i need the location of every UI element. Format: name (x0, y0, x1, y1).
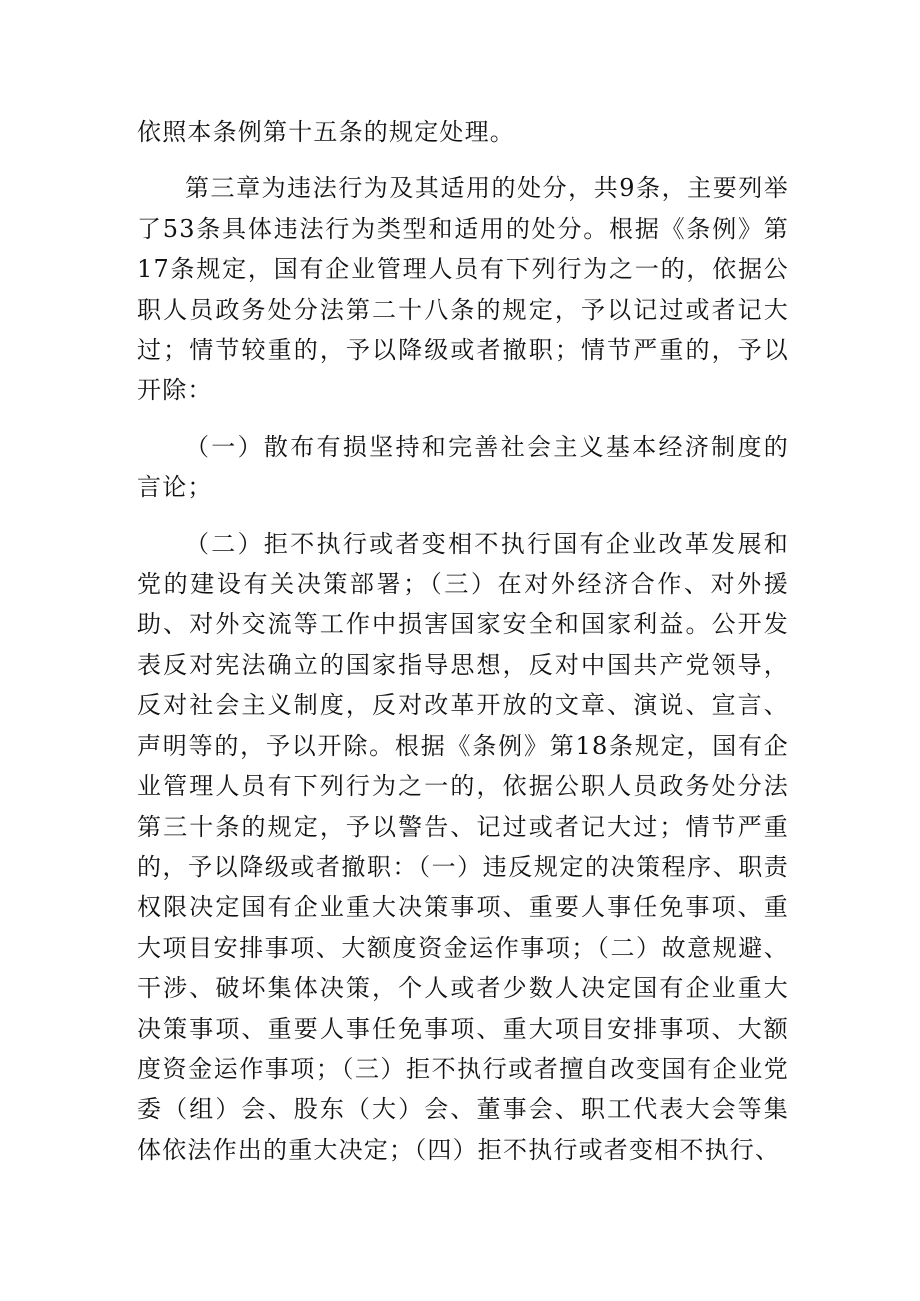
document-body (137, 112, 789, 1170)
paragraph-continuation: 依照本条例第十五条的规定处理。 (137, 118, 515, 146)
paragraph-chapter-three: 第三章为违法行为及其适用的处分，共9条，主要列举了53条具体违法行为类型和适用的处分。根据《条例》第17条规定，国有企业管理人员有下列行为之一的，依据公职人员政务处分法第二十八条的规定，予以记过或者记大过；情节较重的，予以降级或者撤职；情节严重的，予以开除： (137, 174, 789, 405)
paragraph-item-one: （一）散布有损坚持和完善社会主义基本经济制度的言论； (137, 432, 789, 502)
paragraph-item-two: （二）拒不执行或者变相不执行国有企业改革发展和党的建设有关决策部署；（三）在对外经济合作、对外援助、对外交流等工作中损害国家安全和国家利益。公开发表反对宪法确立的国家指导思想，反对中国共产党领导，反对社会主义制度，反对改革开放的文章、演说、宣言、声明等的，予以开除。根据《条例》第18条规定，国有企业管理人员有下列行为之一的，依据公职人员政务处分法第三十条的规定，予以警告、记过或者记大过；情节严重的，予以降级或者撤职：（一）违反规定的决策程序、职责权限决定国有企业重大决策事项、重要人事任免事项、重大项目安排事项、大额度资金运作事项；（二）故意规避、干涉、破坏集体决策，个人或者少数人决定国有企业重大决策事项、重要人事任免事项、重大项目安排事项、大额度资金运作事项；（三）拒不执行或者擅自改变国有企业党委（组）会、股东（大）会、董事会、职工代表大会等集体依法作出的重大决定；（四）拒不执行或者变相不执行、 (137, 529, 789, 1164)
